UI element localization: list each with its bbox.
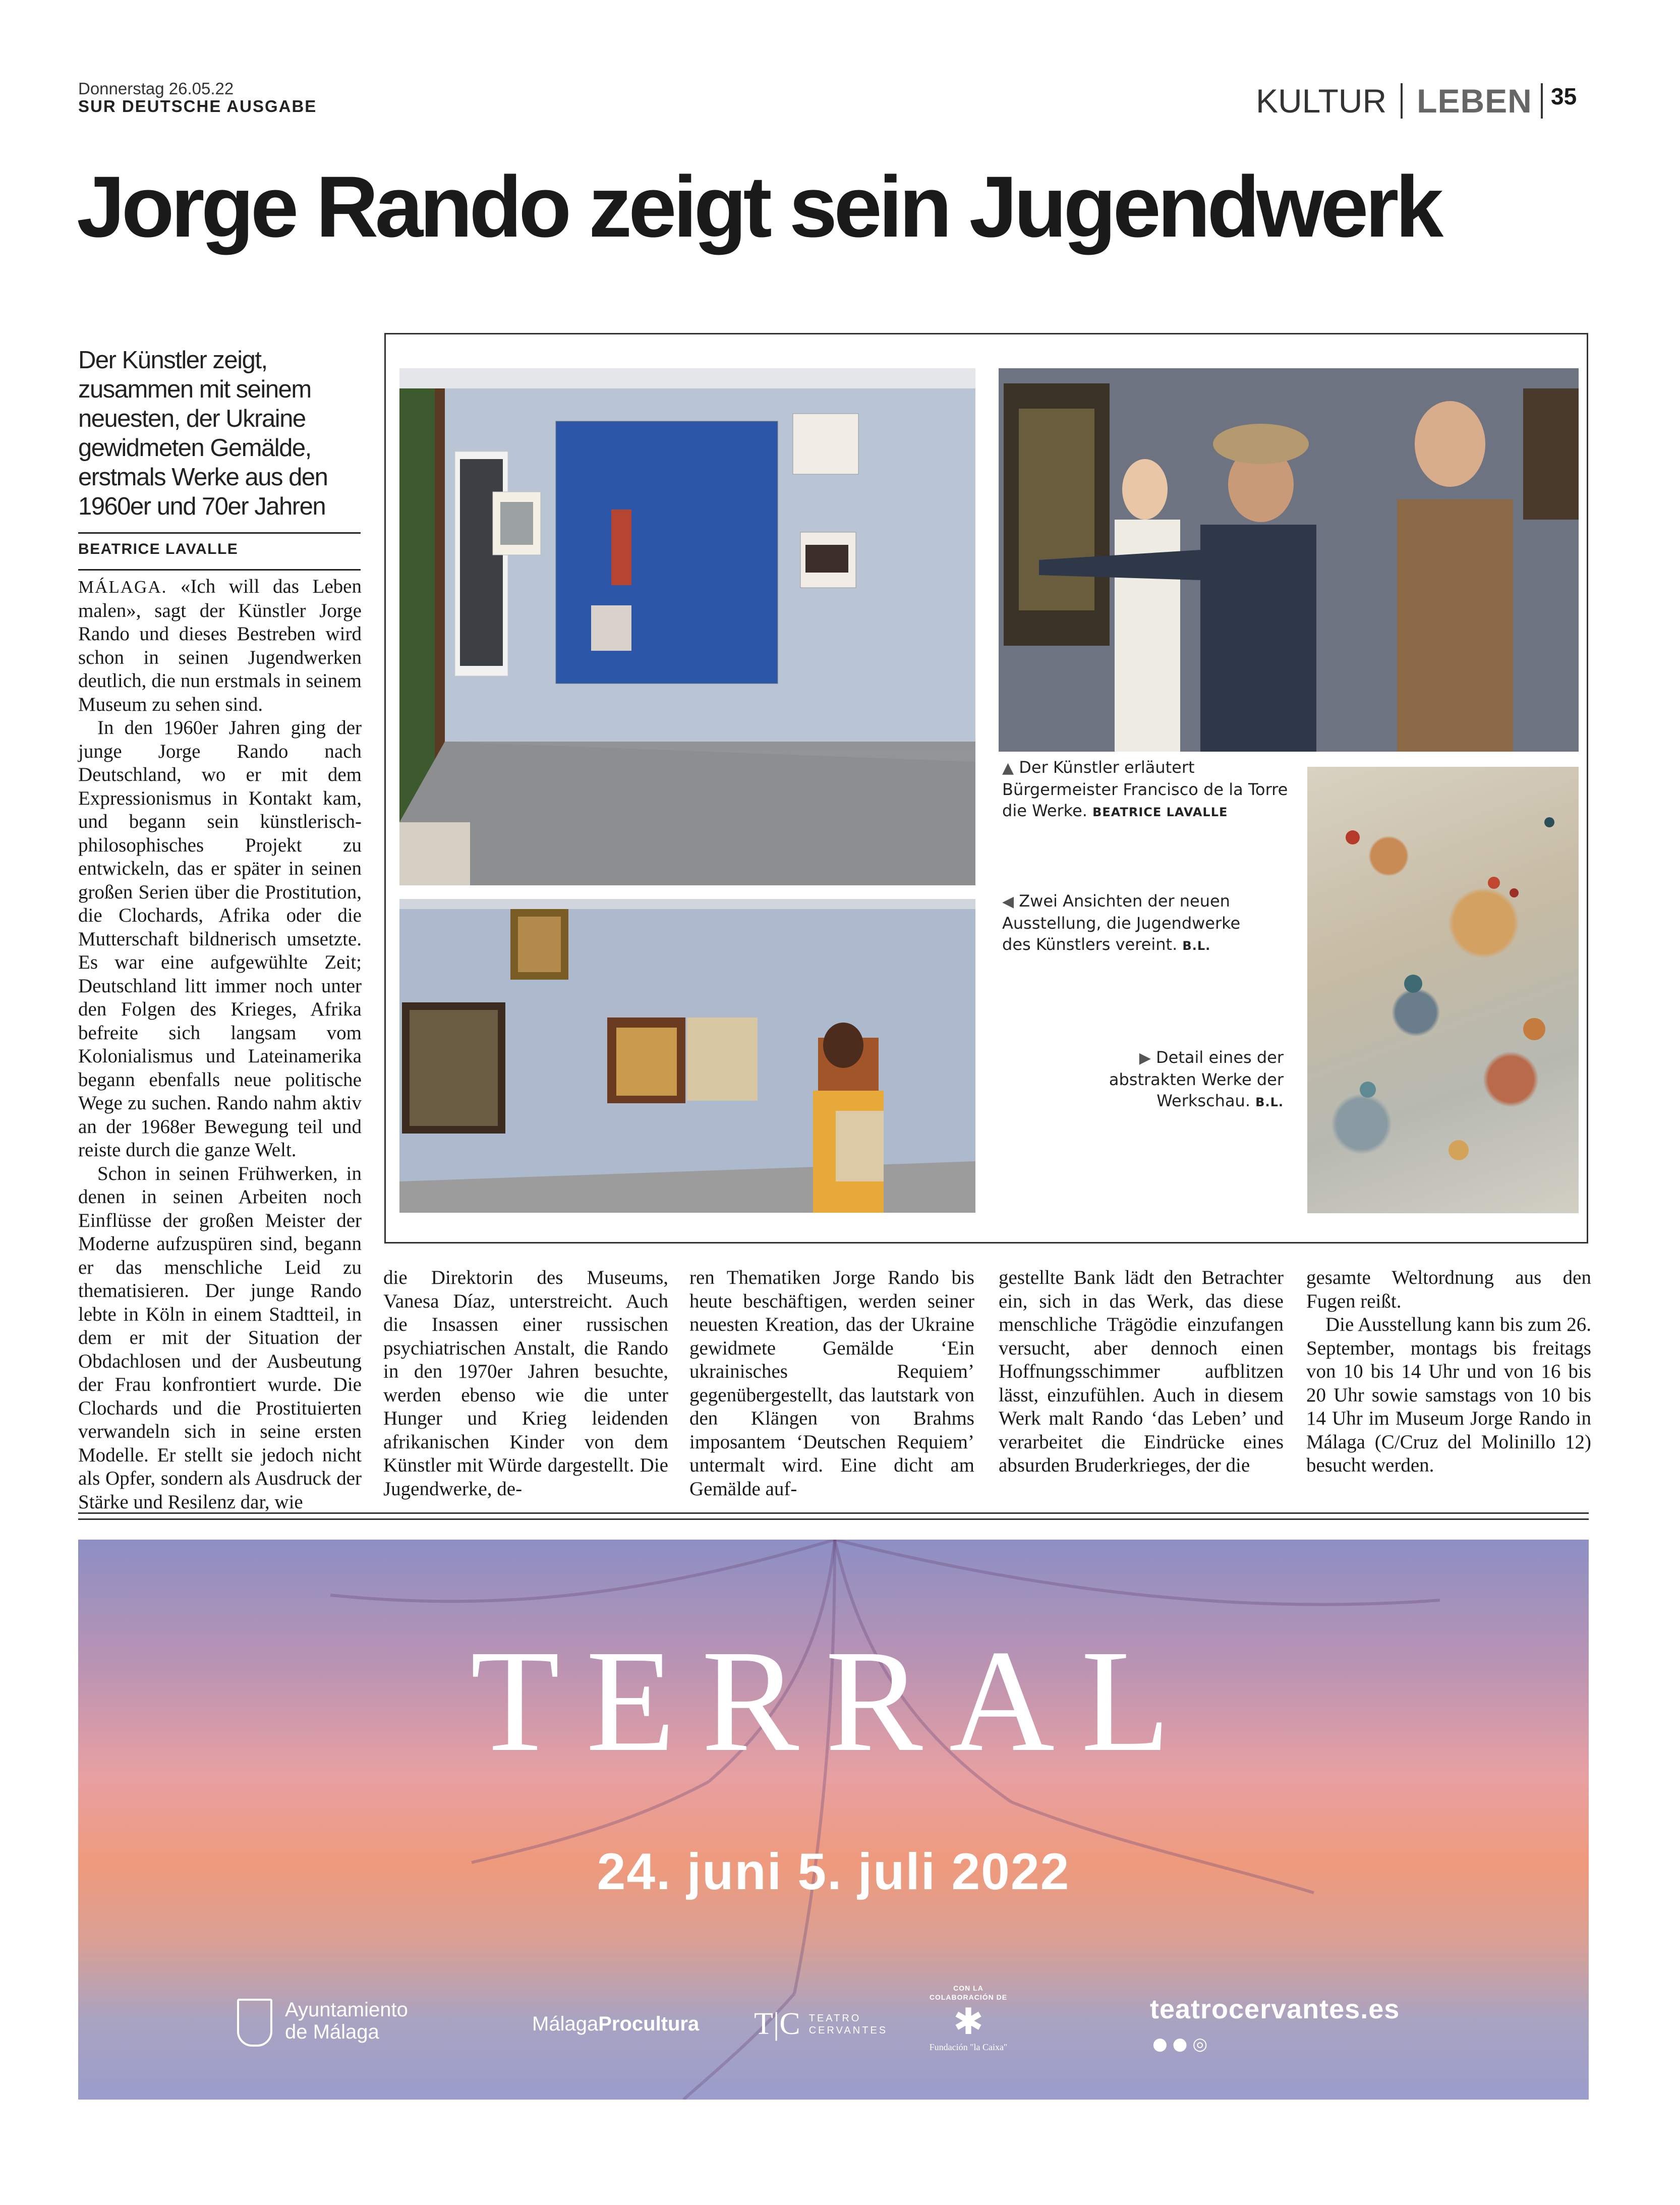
photo-gallery-view-2 — [399, 899, 975, 1213]
tc-monogram-icon: T|C — [754, 2007, 800, 2041]
divider — [78, 1518, 1589, 1520]
photo-credit: BEATRICE LAVALLE — [1092, 805, 1228, 819]
advertisement-terral[interactable] — [78, 1540, 1589, 2100]
logo-text: CERVANTES — [808, 2024, 888, 2036]
caption-text: Der Künstler erläutert Bürgermeister Francisco de la Torre die Werke. — [1002, 758, 1288, 820]
twitter-icon[interactable]: ● — [1152, 2034, 1173, 2054]
logo-text: Málaga — [532, 2013, 599, 2035]
page-number: 35 — [1551, 83, 1577, 109]
divider — [78, 1512, 1589, 1514]
star-icon: ✱ — [953, 2002, 984, 2042]
gallery-illustration — [399, 368, 975, 885]
photo-credit: B.L. — [1255, 1095, 1284, 1109]
section-header — [1256, 83, 1532, 119]
section-label: KULTUR — [1256, 82, 1387, 120]
instagram-icon[interactable]: ◎ — [1192, 2034, 1213, 2054]
article-column-4 — [999, 1266, 1284, 1478]
standfirst: Der Künstler zeigt, zusammen mit seinem neuesten, der Ukraine gewidmeten Gemälde, erstmals Werke aus den 1960er und 70er Jahren — [78, 347, 328, 520]
ad-dates: 24. juni 5. juli 2022 — [597, 1843, 1070, 1900]
photo-abstract-detail — [1307, 767, 1579, 1213]
sponsor-logos — [78, 1984, 1589, 2064]
article-column-2 — [383, 1266, 668, 1501]
article-column-1 — [78, 575, 362, 1514]
caption-photo-artist — [1002, 757, 1295, 823]
ad-title: TERRAL — [470, 1620, 1197, 1782]
triangle-left-icon: ◀ — [1002, 893, 1014, 911]
edition-name: SUR DEUTSCHE AUSGABE — [78, 97, 317, 116]
divider — [78, 569, 361, 571]
logo-text: COLABORACIÓN DE — [929, 1993, 1008, 2001]
page-number-divider — [1541, 83, 1543, 119]
paragraph: Die Ausstellung kann bis zum 26. September, montags bis freitags von 10 bis 14 Uhr und von 16 bis 20 Uhr sowie samstags von 10 bis 14 Uhr im Museum Jorge Rando in Málaga (C/Cruz del Molinillo 12) besucht werden. — [1306, 1314, 1591, 1476]
caption-text: Zwei Ansichten der neuen Ausstellung, die Jugendwerke des Künstlers vereint. — [1002, 891, 1241, 954]
photo-gallery-view-1 — [399, 368, 975, 885]
logo-text: Ayuntamiento — [285, 1999, 408, 2021]
paragraph: In den 1960er Jahren ging der junge Jorge Rando nach Deutschland, wo er mit dem Expressionismus in Kontakt kam, und begann sein künstlerisch-philosophisches Projekt zu entwickeln, das er später in seinen großen Serien über die Prostitution, die Clochards, Afrika oder die Mutterschaft bildnerisch umsetzte. Es war eine aufgewühlte Zeit; Deutschland litt immer noch unter den Folgen des Krieges, Afrika befreite sich langsam vom Kolonialismus und Lateinamerika begann ebenfalls neue politische Wege zu suchen. Rando nahm aktiv an der 1968er Bewegung teil und reiste durch die ganze Welt. — [78, 717, 362, 1161]
logo-ayuntamiento — [285, 1999, 408, 2043]
logo-fundacion-la-caixa — [918, 1984, 1019, 2053]
paragraph: ren Thematiken Jorge Rando bis heute beschäftigen, werden seiner neuesten Kreation, das der Ukraine gewidmete Gemälde ‘Ein ukrainisches Requiem’ gegenübergestellt, das lautstark von den Klängen von Brahms imposantem ‘Deutschen Requiem’ untermalt wird. Eine dicht am Gemälde auf- — [689, 1267, 974, 1500]
website-link[interactable]: teatrocervantes.es — [1150, 1994, 1400, 2024]
logo-teatro-cervantes — [754, 2006, 888, 2042]
crest-icon — [237, 1999, 272, 2047]
subsection-label: LEBEN — [1417, 82, 1532, 120]
caption-gallery-views — [1002, 890, 1244, 956]
paragraph — [78, 575, 362, 716]
logo-text: CON LA — [953, 1984, 983, 1992]
social-icons[interactable] — [1152, 2034, 1212, 2054]
caption-abstract-detail — [1084, 1047, 1284, 1113]
caption-text: Detail eines der abstrakten Werke der Werkschau. — [1109, 1048, 1284, 1110]
divider — [78, 532, 361, 534]
triangle-up-icon: ▲ — [1002, 759, 1014, 777]
paragraph: die Direktorin des Museums, Vanesa Díaz, unterstreicht. Auch die Insassen einer russischen psychiatrischen Anstalt, die Rando in den 1970er Jahren besuchte, werden ebenso wie die unter Hunger und Krieg leidenden afrikanischen Kinder von dem Künstler mit Würde dargestellt. Die Jugendwerke, de- — [383, 1267, 668, 1500]
gallery-illustration-2 — [399, 899, 975, 1213]
logo-text: Fundación "la Caixa" — [929, 2042, 1008, 2052]
logo-text: TEATRO — [808, 2012, 861, 2024]
logo-malaga-procultura — [532, 2013, 699, 2036]
photo-artist-with-mayor — [999, 368, 1579, 752]
byline: BEATRICE LAVALLE — [78, 541, 239, 557]
dateline: MÁLAGA. — [78, 577, 167, 597]
facebook-icon[interactable]: ● — [1172, 2034, 1193, 2054]
article-column-3 — [689, 1266, 974, 1501]
paragraph-text: «Ich will das Leben malen», sagt der Künstler Jorge Rando und dieses Bestreben wird schon in seinen Jugendwerken deutlich, die nun erstmals in seinem Museum zu sehen sind. — [78, 576, 362, 715]
issue-date: Donnerstag 26.05.22 — [78, 79, 234, 98]
paragraph: gesamte Weltordnung aus den Fugen reißt. — [1306, 1267, 1591, 1312]
paragraph: gestellte Bank lädt den Betrachter ein, sich in das Werk, das diese menschliche Trägödie einzufangen versucht, aber dennoch einen Hoffnungsschimmer aufblitzen lässt, einzufühlen. Auch in diesem Werk malt Rando ‘das Leben’ und verarbeitet die Eindrücke eines absurden Bruderkrieges, der die — [999, 1267, 1284, 1476]
photo-credit: B.L. — [1182, 939, 1211, 953]
people-illustration — [999, 368, 1579, 752]
section-divider — [1401, 83, 1403, 119]
abstract-illustration — [1307, 767, 1579, 1213]
triangle-right-icon: ▶ — [1139, 1049, 1151, 1067]
paragraph: Schon in seinen Frühwerken, in denen in seinen Arbeiten noch Einflüsse der großen Meister der Moderne aufzuspüren sind, begann er das menschliche Leid zu thematisieren. Der junge Rando lebte in Köln in einem Stadtteil, in dem er mit der Situation der Obdachlosen und der Ausbeutung der Frau konfrontiert wurde. Die Clochards und die Prostituierten verwandeln sich in seine ersten Modelle. Er stellt sie jedoch nicht als Opfer, sondern als Ausdruck der Stärke und Resilenz dar, wie — [78, 1162, 362, 1513]
article-column-5 — [1306, 1266, 1591, 1478]
logo-text: de Málaga — [285, 2021, 379, 2043]
logo-text: Procultura — [598, 2013, 700, 2035]
headline: Jorge Rando zeigt sein Jugendwerk — [77, 158, 1440, 255]
